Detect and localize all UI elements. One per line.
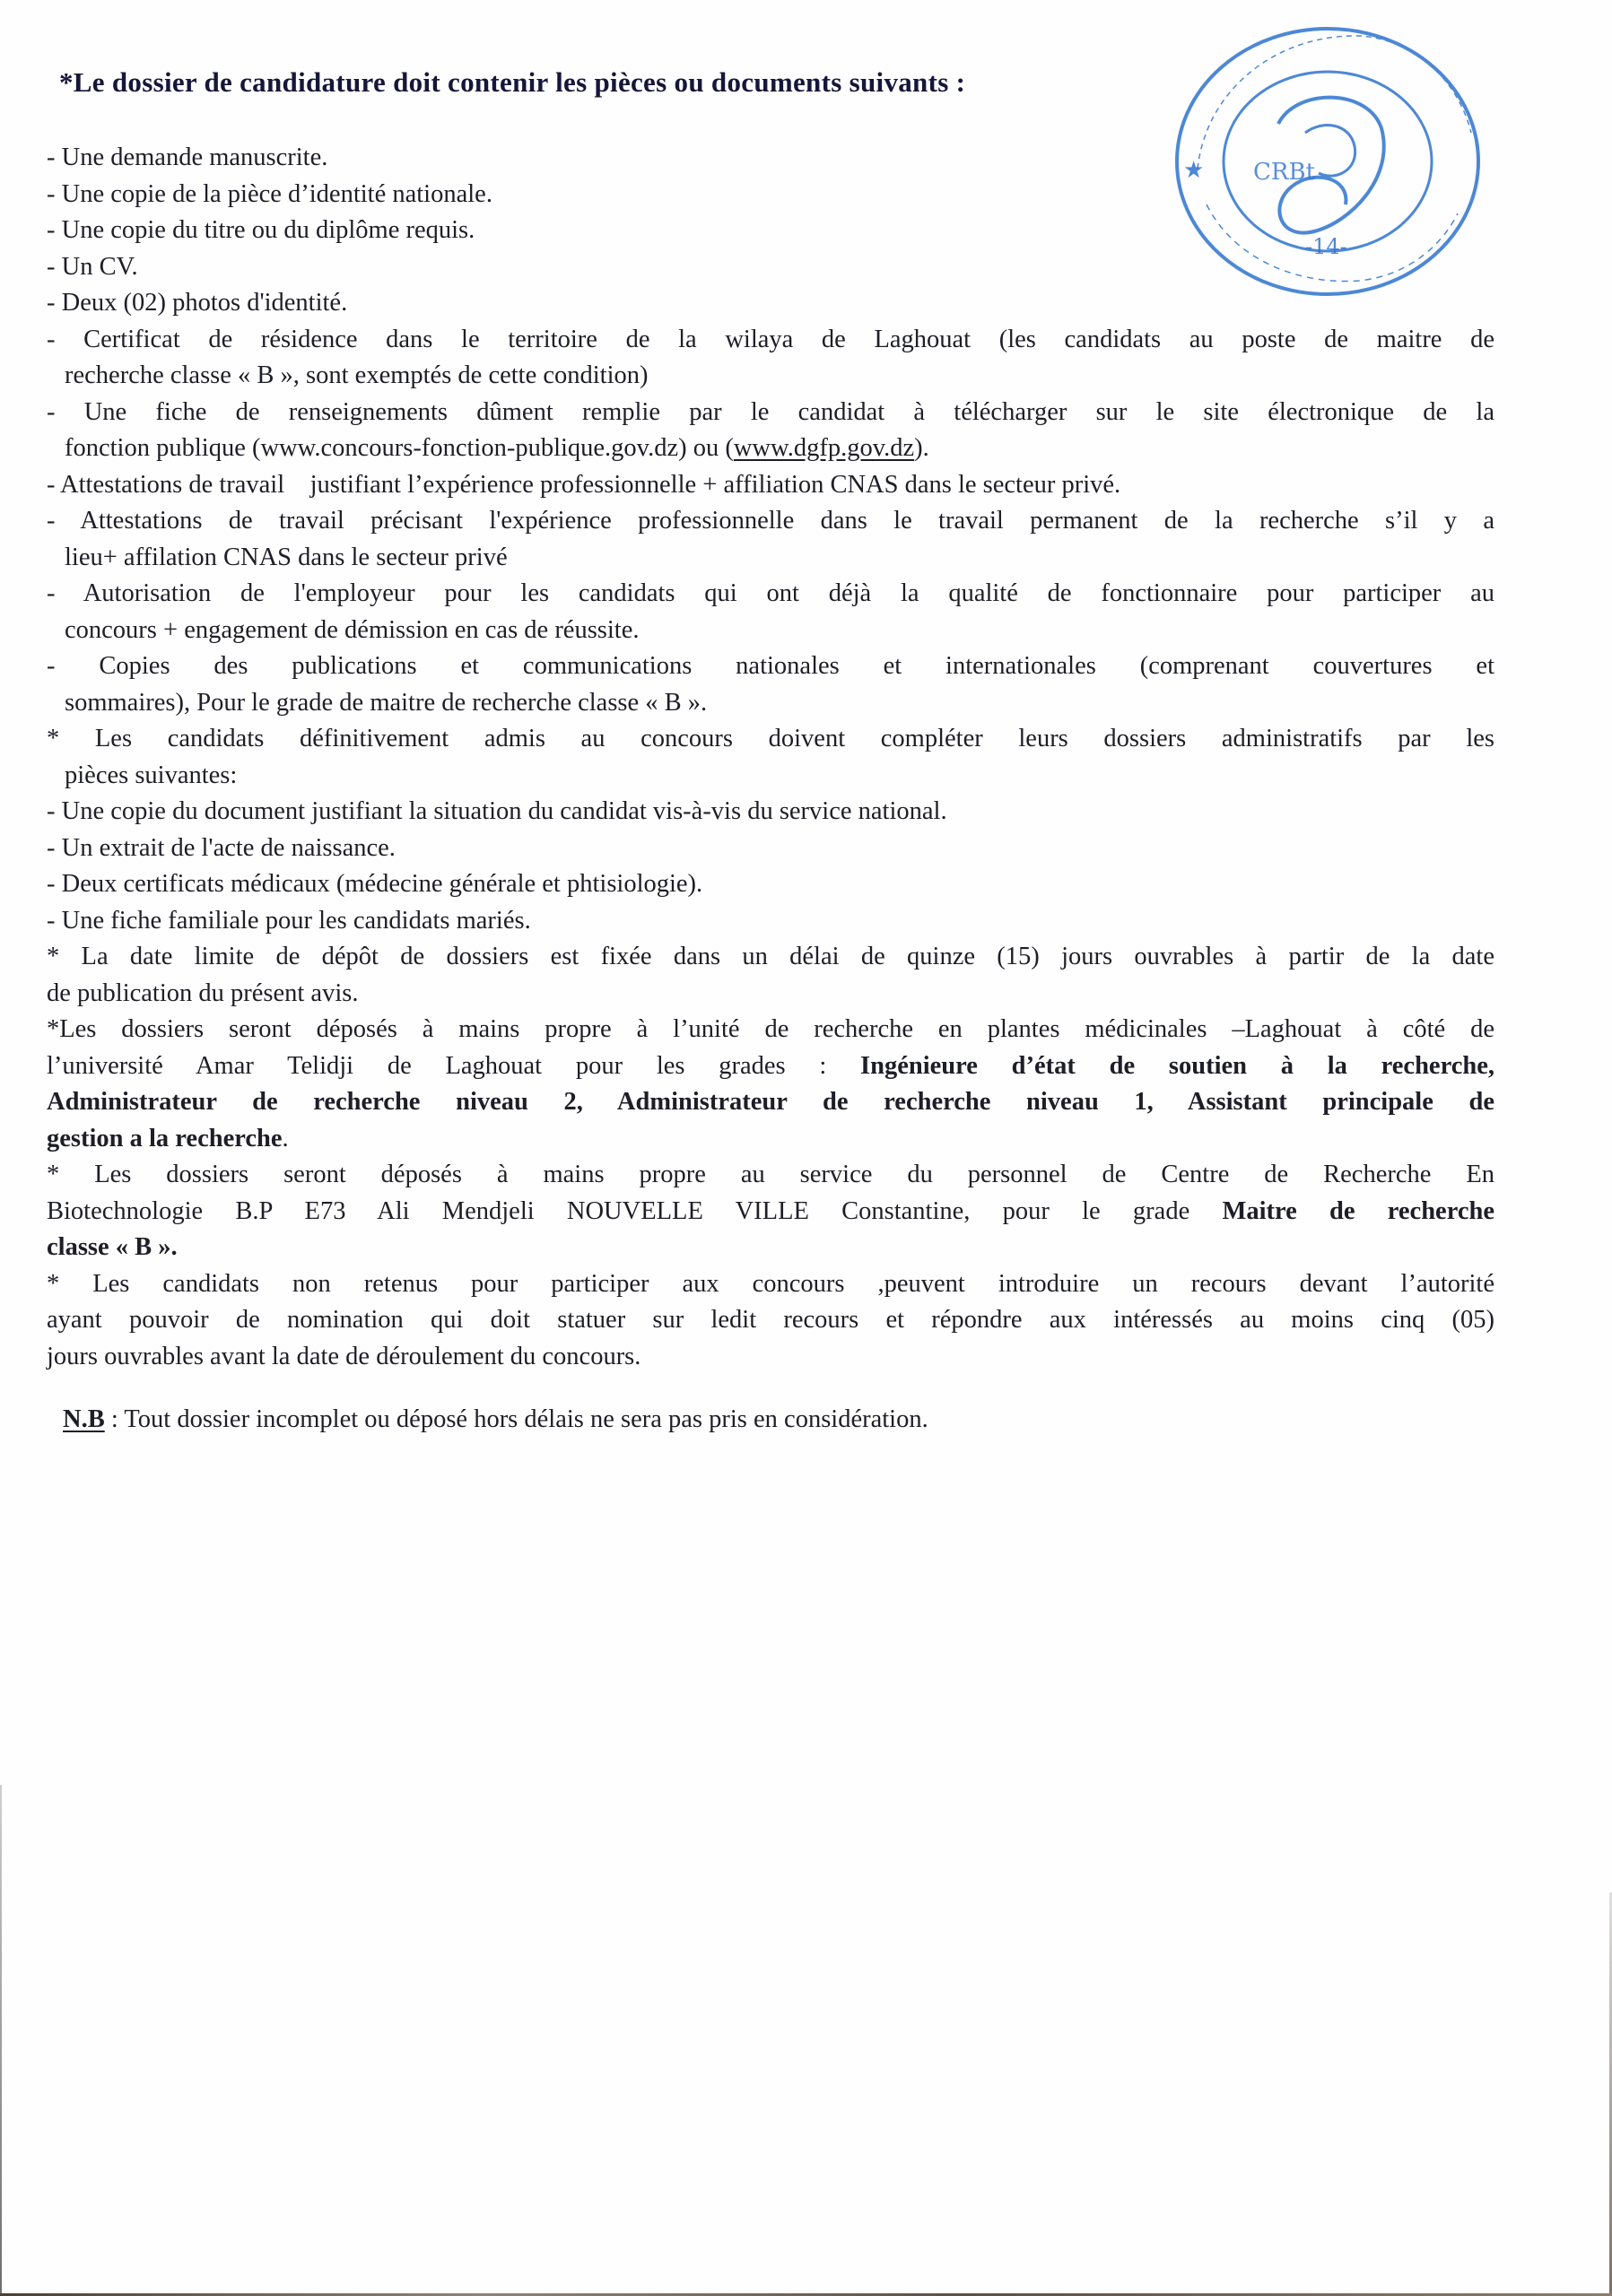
grade-names: gestion a la recherche: [47, 1124, 283, 1152]
list-item-line: lieu+ affilation CNAS dans le secteur privé: [65, 543, 508, 571]
document-body: [47, 140, 1494, 1439]
deposit-laghouat-paragraph: [47, 1012, 1494, 1157]
stamp-letters: CRBt: [1253, 159, 1316, 186]
list-item-line: - Attestations de travail justifiant l’expérience professionnelle + affiliation CNAS dans le secteur privé.: [47, 470, 1121, 499]
list-item-line: - Une fiche de renseignements dûment remplie par le candidat à télécharger sur le site électronique de la: [47, 397, 1494, 426]
list-item-line: - Certificat de résidence dans le territoire de la wilaya de Laghouat (les candidats au poste de maitre de: [47, 325, 1494, 353]
list-item: - Deux (02) photos d'identité.: [47, 289, 348, 317]
list-item-line: concours + engagement de démission en cas de réussite.: [65, 615, 640, 644]
list-item: - Une copie du titre ou du diplôme requis.: [47, 216, 475, 244]
grade-name: Maitre de recherche: [1222, 1196, 1494, 1225]
paragraph-text: Biotechnologie B.P E73 Ali Mendjeli NOUVELLE VILLE Constantine, pour le grade: [47, 1196, 1223, 1225]
document-heading: *Le dossier de candidature doit contenir les pièces ou documents suivants :: [59, 66, 966, 98]
paragraph-line: jours ouvrables avant la date de déroulement du concours.: [47, 1342, 641, 1370]
paragraph-line: * Les candidats non retenus pour participer aux concours ,peuvent introduire un recours devant l’autorité: [47, 1269, 1494, 1298]
paragraph-line: ayant pouvoir de nomination qui doit statuer sur ledit recours et répondre aux intéressés au moins cinq (05): [47, 1306, 1494, 1334]
list-item: - Un CV.: [47, 252, 138, 281]
note-label: N.B: [63, 1405, 105, 1433]
dgfp-link[interactable]: www.dgfp.gov.dz: [733, 434, 915, 462]
employer-authorization-item: [47, 576, 1494, 648]
paragraph-line: pièces suivantes:: [65, 761, 238, 789]
research-work-certificates-item: [47, 503, 1494, 576]
list-item-line: [47, 430, 1494, 467]
stamp-number: -14-: [1305, 234, 1347, 259]
publications-item: [47, 648, 1494, 721]
list-item: - Une fiche familiale pour les candidats mariés.: [47, 906, 531, 935]
paragraph-line: * Les candidats définitivement admis au concours doivent compléter leurs dossiers administratifs par les: [47, 725, 1494, 752]
note-paragraph: [47, 1402, 1494, 1439]
work-certificates-item: [47, 467, 1494, 504]
list-item-line: - Copies des publications et communications nationales et internationales (comprenant couvertures et: [47, 652, 1494, 680]
list-item-line: - Attestations de travail précisant l'expérience professionnelle dans le travail permanent de la recherche s’il y a: [47, 507, 1494, 535]
paragraph-line: *Les dossiers seront déposés à mains propre à l’unité de recherche en plantes médicinales –Laghouat à côté de: [47, 1015, 1494, 1043]
grade-names: Administrateur de recherche niveau 2, Administrateur de recherche niveau 1, Assistant principale de: [47, 1088, 1494, 1116]
info-sheet-suffix: ).: [914, 434, 929, 462]
paragraph-line: * La date limite de dépôt de dossiers est fixée dans un délai de quinze (15) jours ouvrables à partir de la date: [47, 943, 1494, 970]
admitted-documents-list: [47, 794, 1494, 939]
admitted-candidates-paragraph: [47, 721, 1494, 794]
paragraph-text: .: [282, 1124, 289, 1152]
stamp-star-icon: ★: [1183, 157, 1205, 184]
list-item-line: recherche classe « B », sont exemptés de cette condition): [65, 361, 649, 389]
info-sheet-item: [47, 395, 1494, 467]
deadline-paragraph: [47, 939, 1494, 1012]
page-edge: [0, 1785, 2, 2296]
deposit-constantine-paragraph: [47, 1157, 1494, 1266]
list-item: - Une copie du document justifiant la situation du candidat vis-à-vis du service national.: [47, 797, 947, 825]
list-item: - Deux certificats médicaux (médecine générale et phtisiologie).: [47, 870, 703, 898]
list-item-line: sommaires), Pour le grade de maitre de recherche classe « B ».: [65, 688, 708, 717]
paragraph-line: [47, 1048, 1494, 1085]
list-item: - Une demande manuscrite.: [47, 144, 328, 171]
paragraph-line: * Les dossiers seront déposés à mains propre au service du personnel de Centre de Recherche En: [47, 1161, 1494, 1188]
paragraph-line: de publication du présent avis.: [47, 978, 359, 1007]
grade-names: Ingénieure d’état de soutien à la recherche,: [860, 1051, 1494, 1080]
list-item: - Une copie de la pièce d’identité nationale.: [47, 179, 492, 208]
grade-name: classe « B ».: [47, 1233, 178, 1261]
list-item-line: - Autorisation de l'employeur pour les candidats qui ont déjà la qualité de fonctionnaire pour participer au: [47, 579, 1494, 607]
residence-certificate-item: [47, 322, 1494, 395]
paragraph-line: [47, 1121, 1494, 1158]
paragraph-text: l’université Amar Telidji de Laghouat pour les grades :: [47, 1051, 861, 1080]
required-documents-list: [47, 140, 1494, 322]
paragraph-line: [47, 1194, 1494, 1231]
note-text: : Tout dossier incomplet ou déposé hors délais ne sera pas pris en considération.: [104, 1405, 928, 1433]
info-sheet-text: fonction publique (www.concours-fonction-publique.gov.dz) ou (: [65, 434, 734, 462]
appeal-paragraph: [47, 1266, 1494, 1376]
list-item: - Un extrait de l'acte de naissance.: [47, 833, 396, 862]
